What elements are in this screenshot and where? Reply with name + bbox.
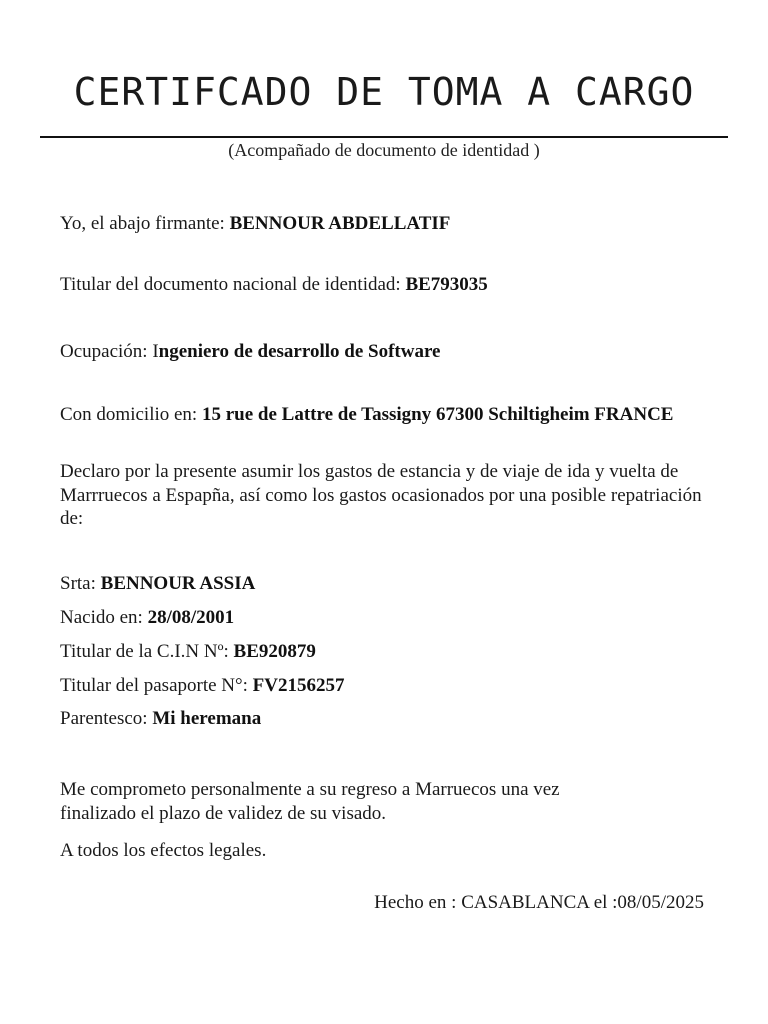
- signer-occupation-line: [60, 340, 440, 363]
- signer-name-label: Yo, el abajo firmante:: [60, 213, 230, 234]
- signer-id-label: Titular del documento nacional de identidad:: [60, 274, 406, 295]
- place-and-date: Hecho en : CASABLANCA el :08/05/2025: [374, 892, 704, 913]
- beneficiary-relation-label: Parentesco:: [60, 708, 153, 729]
- beneficiary-passport-value: FV2156257: [252, 675, 345, 696]
- beneficiary-birth-label: Nacido en:: [60, 607, 148, 628]
- beneficiary-birth-value: 28/08/2001: [147, 607, 235, 628]
- signer-name-line: [60, 212, 450, 235]
- signer-address-value: 15 rue de Lattre de Tassigny 67300 Schiltigheim FRANCE: [201, 404, 674, 425]
- title-divider: [40, 136, 728, 138]
- signer-occupation-value: ngeniero de desarrollo de Software: [158, 341, 441, 362]
- beneficiary-name-value: BENNOUR ASSIA: [100, 573, 256, 594]
- document-title: CERTIFCADO DE TOMA A CARGO: [73, 70, 695, 114]
- beneficiary-birth-line: [60, 606, 234, 629]
- signer-occupation-label: Ocupación: I: [60, 341, 159, 362]
- beneficiary-passport-label: Titular del pasaporte N°:: [60, 675, 253, 696]
- signer-id-value: BE793035: [405, 274, 488, 295]
- beneficiary-cin-label: Titular de la C.I.N Nº:: [60, 641, 234, 662]
- beneficiary-relation-value: Mi heremana: [152, 708, 262, 729]
- declaration-paragraph: Declaro por la presente asumir los gastos de estancia y de viaje de ida y vuelta de Marrruecos a Espapña, así como los gastos ocasionados por una posible repatriación de:: [60, 461, 702, 529]
- commitment-paragraph: Me comprometo personalmente a su regreso a Marruecos una vez finalizado el plazo de validez de su visado.: [60, 779, 560, 824]
- beneficiary-relation-line: [60, 707, 261, 730]
- signer-address-line: [60, 403, 673, 426]
- document-subtitle: (Acompañado de documento de identidad ): [228, 140, 540, 160]
- signer-address-label: Con domicilio en:: [60, 404, 202, 425]
- legal-effects-line: A todos los efectos legales.: [60, 840, 267, 861]
- signer-id-line: [60, 273, 488, 296]
- beneficiary-cin-line: [60, 640, 316, 663]
- beneficiary-cin-value: BE920879: [233, 641, 316, 662]
- signer-name-value: BENNOUR ABDELLATIF: [229, 213, 451, 234]
- beneficiary-passport-line: [60, 674, 344, 697]
- beneficiary-name-label: Srta:: [60, 573, 101, 594]
- beneficiary-name-line: [60, 572, 255, 595]
